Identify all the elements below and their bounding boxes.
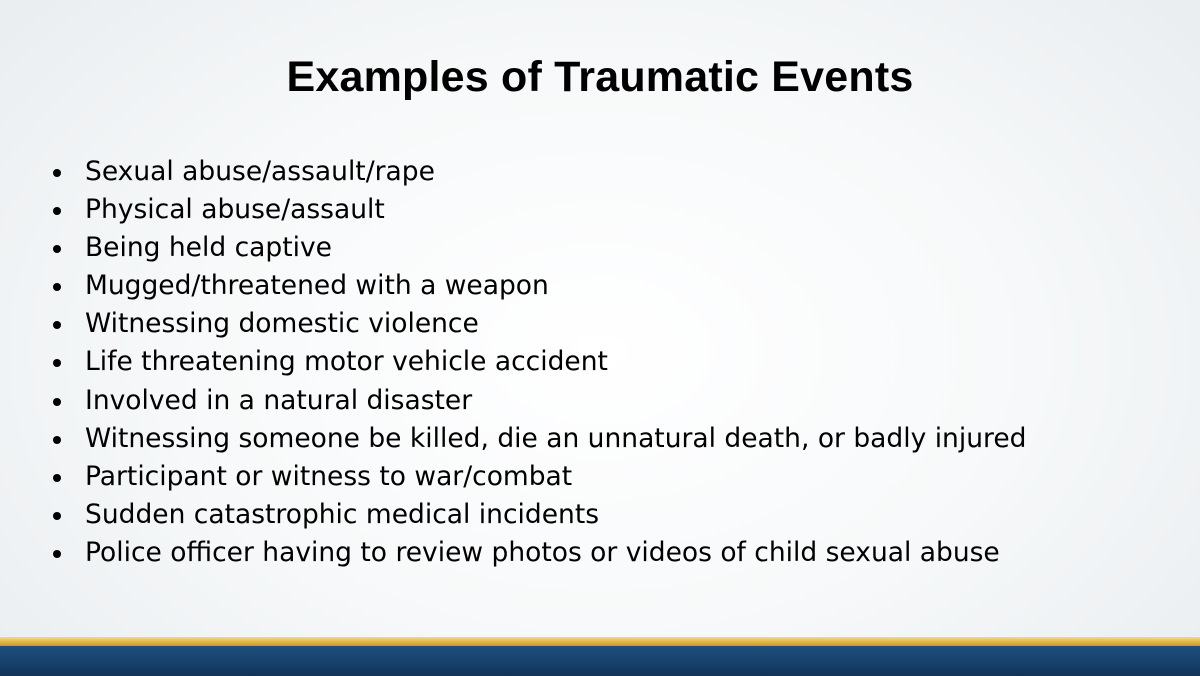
- bullet-item: [50, 458, 1026, 496]
- bullet-text: Sudden catastrophic medical incidents: [85, 498, 600, 530]
- bullet-text: Police officer having to review photos or videos of child sexual abuse: [85, 536, 1000, 568]
- bullet-dot-icon: [53, 436, 61, 444]
- bullet-dot-icon: [53, 474, 61, 482]
- bullet-dot-icon: [53, 512, 61, 520]
- slide-title: Examples of Traumatic Events: [286, 53, 914, 101]
- bullet-dot-icon: [53, 207, 61, 215]
- bullet-text: Mugged/threatened with a weapon: [85, 270, 549, 302]
- bullet-dot-icon: [53, 169, 61, 177]
- bullet-item: [50, 382, 1026, 420]
- bullet-text: Physical abuse/assault: [85, 194, 385, 226]
- bullet-item: [50, 191, 1026, 229]
- bullet-dot-icon: [53, 245, 61, 253]
- bullet-list: [50, 153, 1026, 572]
- bullet-text: Witnessing domestic violence: [85, 308, 479, 340]
- bullet-item: [50, 229, 1026, 267]
- bullet-dot-icon: [53, 321, 61, 329]
- bullet-text: Life threatening motor vehicle accident: [85, 346, 608, 378]
- bullet-dot-icon: [53, 359, 61, 367]
- bullet-item: [50, 534, 1026, 572]
- footer-navy-band: [0, 646, 1200, 676]
- bullet-text: Being held captive: [85, 232, 332, 264]
- bullet-item: [50, 305, 1026, 343]
- bullet-dot-icon: [53, 550, 61, 558]
- footer-gold-stripe: [0, 637, 1200, 646]
- bullet-dot-icon: [53, 398, 61, 406]
- bullet-text: Sexual abuse/assault/rape: [85, 156, 435, 187]
- bullet-item: [50, 420, 1026, 458]
- bullet-text: Witnessing someone be killed, die an unnatural death, or badly injured: [85, 422, 1027, 454]
- bullet-item: [50, 496, 1026, 534]
- bullet-text: Participant or witness to war/combat: [85, 460, 573, 492]
- bullet-item: [50, 267, 1026, 305]
- bullet-text: Involved in a natural disaster: [85, 384, 473, 416]
- bullet-dot-icon: [53, 283, 61, 291]
- bullet-item: [50, 153, 1026, 191]
- bullet-item: [50, 343, 1026, 381]
